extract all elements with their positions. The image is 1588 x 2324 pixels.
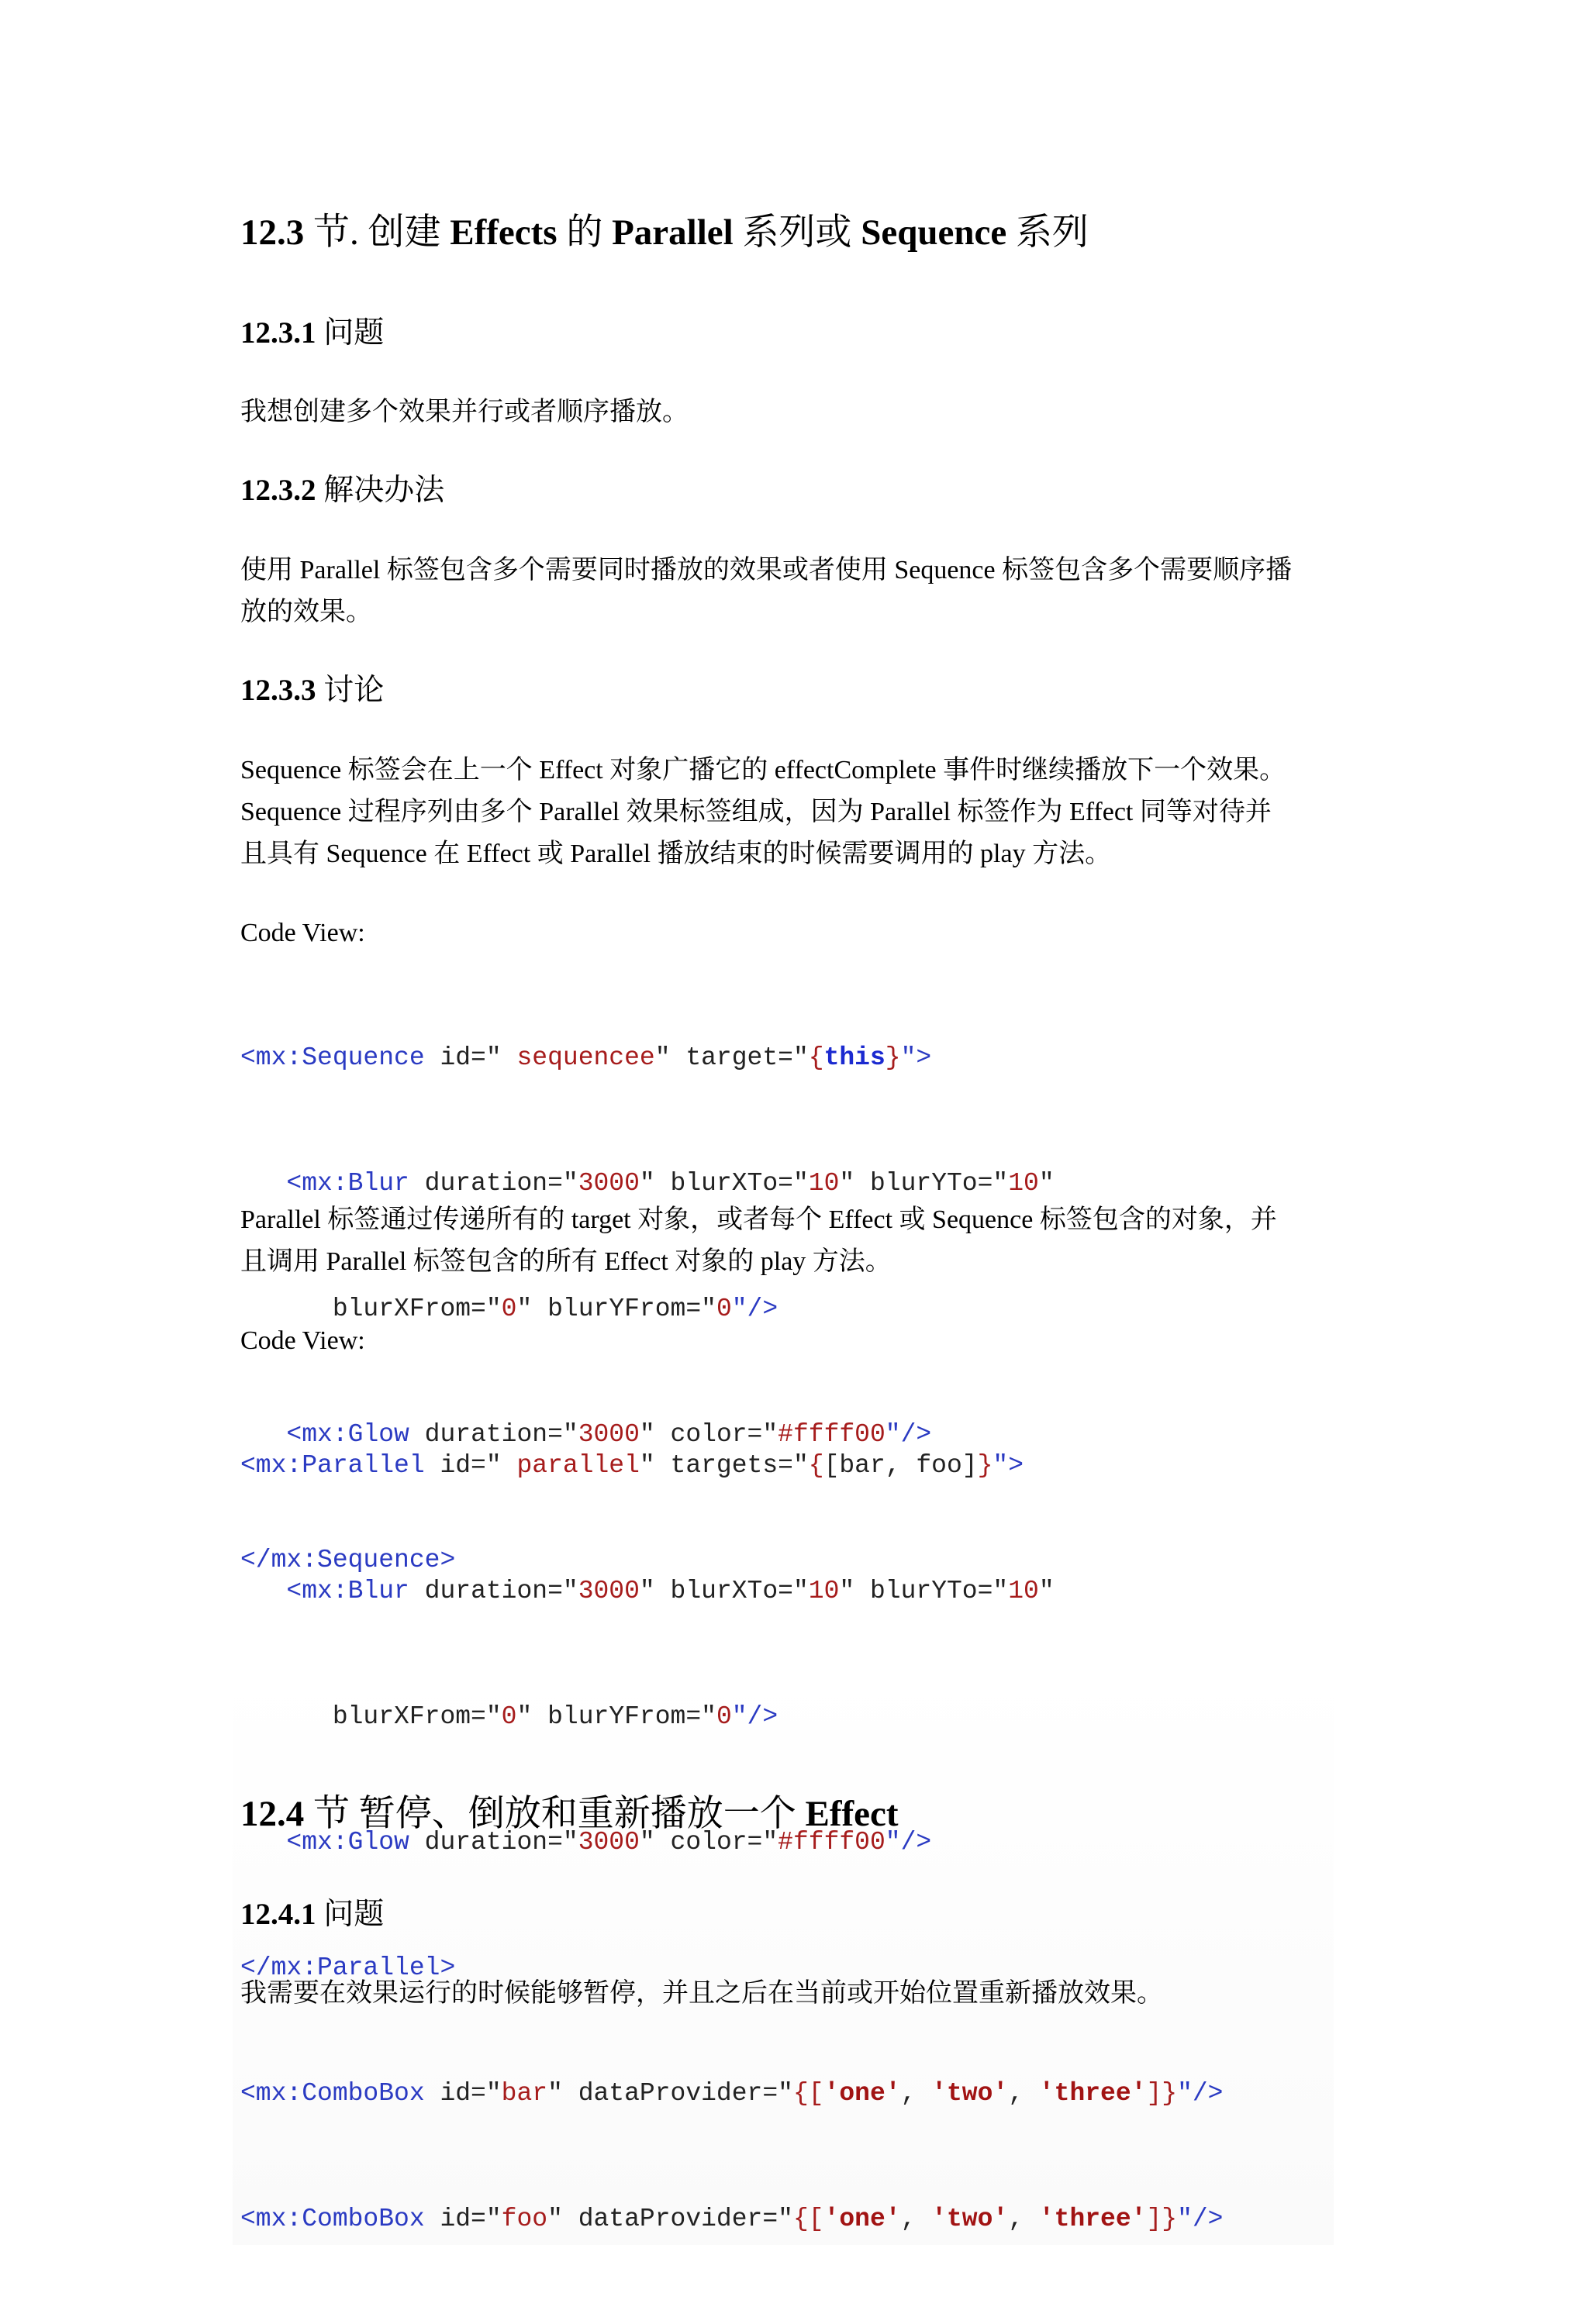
code-line: <mx:Glow duration="3000" color="#ffff00"/> [286, 1828, 932, 1857]
heading-12-3-1: 12.3.1 问题 [240, 316, 385, 350]
code-line: <mx:Parallel id=" parallel" targets="{[bar, foo]}"> [240, 1451, 1024, 1480]
code-view-label: Code View: [240, 919, 365, 947]
solution-paragraph: 使用 Parallel 标签包含多个需要同时播放的效果或者使用 Sequence 标签包含多个需要顺序播 放的效果。 [240, 556, 1293, 626]
heading-12-4-1: 12.4.1 问题 [240, 1898, 385, 1931]
code-line: blurXFrom="0" blurYFrom="0"/> [332, 1702, 778, 1731]
code-line: <mx:Blur duration="3000" blurXTo="10" blurYTo="10" [286, 1169, 1055, 1198]
parallel-paragraph: Parallel 标签通过传递所有的 target 对象，或者每个 Effect 或 Sequence 标签包含的对象，并 且调用 Parallel 标签包含的所有 Effect 对象的 play 方法。 [240, 1205, 1277, 1276]
code-line: blurXFrom="0" blurYFrom="0"/> [332, 1295, 778, 1323]
heading-12-3-3: 12.3.3 讨论 [240, 674, 385, 707]
code-line: <mx:Blur duration="3000" blurXTo="10" blurYTo="10" [286, 1577, 1055, 1605]
code-line: </mx:Parallel> [240, 1953, 456, 1982]
code-line: <mx:Sequence id=" sequencee" target="{this}"> [240, 1043, 932, 1072]
problem-paragraph-12-4: 我需要在效果运行的时候能够暂停，并且之后在当前或开始位置重新播放效果。 [240, 1979, 1163, 2008]
heading-12-3-2: 12.3.2 解决办法 [240, 474, 445, 507]
code-line: <mx:ComboBox id="foo" dataProvider="{['one', 'two', 'three']}"/> [240, 2205, 1224, 2233]
section-number: 12.3 [240, 212, 305, 253]
code-line: <mx:Glow duration="3000" color="#ffff00"/> [286, 1420, 932, 1449]
code-line: </mx:Sequence> [240, 1546, 456, 1574]
code-block-parallel [240, 1361, 1224, 2324]
section-12-4-title: 12.4 节 暂停、倒放和重新播放一个 Effect [240, 1794, 899, 1834]
section-12-3-title: 12.3 节. 创建 Effects 的 Parallel 系列或 Sequence 系列 [240, 212, 1089, 253]
problem-paragraph: 我想创建多个效果并行或者顺序播放。 [240, 398, 689, 426]
discussion-paragraph: Sequence 标签会在上一个 Effect 对象广播它的 effectComplete 事件时继续播放下一个效果。 Sequence 过程序列由多个 Parallel 效果标签组成，因为 Parallel 标签作为 Effect 同等对待并 且具有 Sequence 在 Effect 或 Parallel 播放结束的时候需要调用的 play 方法。 [240, 756, 1286, 868]
code-line: <mx:ComboBox id="bar" dataProvider="{['one', 'two', 'three']}"/> [240, 2079, 1224, 2108]
code-view-label: Code View: [240, 1326, 365, 1355]
